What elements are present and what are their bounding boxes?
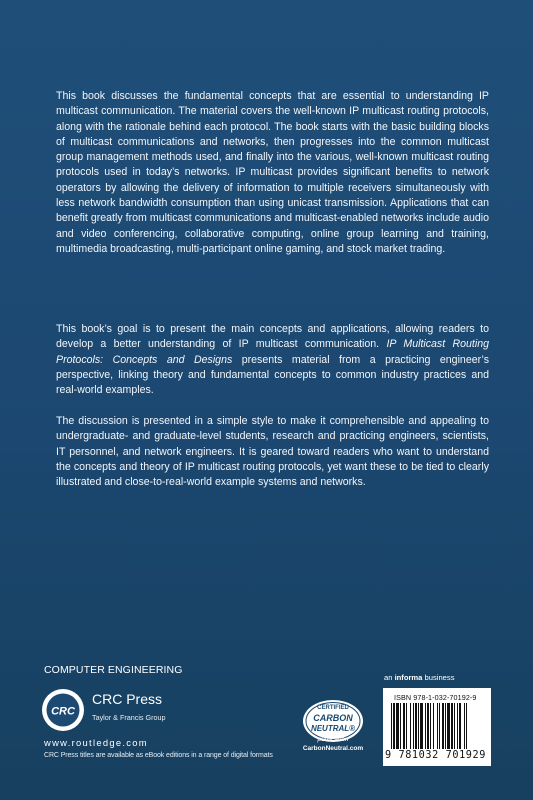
barcode-bar bbox=[427, 703, 429, 749]
publisher-name: CRC Press bbox=[92, 691, 163, 707]
barcode-bar bbox=[459, 703, 461, 749]
ebook-note: CRC Press titles are available as eBook editions in a range of digital formats bbox=[44, 752, 273, 759]
barcode-bars-icon bbox=[389, 703, 485, 749]
barcode-bar bbox=[466, 703, 467, 749]
informa-suffix: business bbox=[422, 673, 455, 682]
crc-logo-icon bbox=[41, 688, 85, 732]
barcode-bar bbox=[464, 703, 465, 749]
crc-logo-text: CRC bbox=[51, 705, 75, 718]
isbn-barcode bbox=[383, 688, 491, 766]
barcode-bar bbox=[410, 703, 411, 749]
subject-category: COMPUTER ENGINEERING bbox=[44, 664, 183, 676]
carbon-main-text-2: NEUTRAL® bbox=[310, 724, 356, 733]
barcode-bar bbox=[433, 703, 434, 749]
paragraph-2-intro: This book’s goal is to present the main concepts and applications, allowing readers to develop a better understanding of IP multicast communication. bbox=[56, 323, 489, 351]
informa-prefix: an bbox=[384, 673, 395, 682]
publisher-url[interactable]: www.routledge.com bbox=[44, 737, 148, 748]
paragraph-2-rest: presents material from a practicing engineer’s perspective, linking theory and fundamental concepts to common industry practices and real-world examples. bbox=[56, 353, 489, 397]
barcode-bar bbox=[447, 703, 450, 749]
carbon-certified-text: CERTIFIED bbox=[317, 705, 349, 711]
carbon-site-label: CarbonNeutral.com bbox=[302, 745, 364, 752]
barcode-bar bbox=[400, 703, 401, 749]
barcode-bar bbox=[454, 703, 455, 749]
barcode-bar bbox=[391, 703, 392, 749]
barcode-bar bbox=[418, 703, 419, 749]
description-paragraph-1: This book discusses the fundamental concepts that are essential to understanding IP multicast communication. The material covers the well-known IP multicast routing protocols, along with the rationale behind each protocol. The book starts with the basic building blocks of multicast communications and networks, then progresses into the common multicast group management methods used, and finally into the various, well-known multicast routing protocols used in today’s networks. IP multicast provides significant benefits to network operators by allowing the delivery of information to multiple receivers simultaneously with less network bandwidth consumption than using unicast transmission. Applications that can benefit greatly from multicast communications and multicast-enabled networks include audio and video conferencing, collaborative computing, online group learning and training, multimedia broadcasting, multi-participant online gaming, and stock market trading. bbox=[56, 90, 489, 255]
barcode-bar bbox=[406, 703, 407, 749]
barcode-bar bbox=[396, 703, 399, 749]
barcode-bar bbox=[425, 703, 426, 749]
barcode-bar bbox=[437, 703, 438, 749]
barcode-bar bbox=[403, 703, 405, 749]
barcode-bar bbox=[420, 703, 423, 749]
informa-tagline bbox=[384, 673, 455, 682]
publisher-group: Taylor & Francis Group bbox=[92, 713, 166, 722]
barcode-bar bbox=[413, 703, 414, 749]
book-title-italic: IP Multicast Routing Protocols: Concepts and Designs bbox=[56, 338, 490, 366]
description-paragraph-2 bbox=[56, 322, 489, 398]
barcode-bar bbox=[451, 703, 453, 749]
informa-brand: informa bbox=[394, 673, 423, 682]
barcode-bar bbox=[415, 703, 417, 749]
carbon-publication-label: publication bbox=[317, 736, 349, 743]
barcode-bar bbox=[439, 703, 440, 749]
isbn-label: ISBN 978-1-032-70192-9 bbox=[394, 693, 477, 702]
barcode-digits: 9 781032 701929 bbox=[385, 750, 487, 761]
carbon-main-text-1: CARBON bbox=[313, 713, 353, 723]
barcode-bar bbox=[442, 703, 444, 749]
barcode-bar bbox=[457, 703, 458, 749]
description-paragraph-3: The discussion is presented in a simple style to make it comprehensible and appealing to undergraduate- and graduate-level students, research and practicing engineers, scientists, IT personnel, and network engineers. It is geared toward readers who want to understand the concepts and theory of IP multicast routing protocols, yet want these to be tied to clearly illustrated and close-to-real-world example systems and networks. bbox=[56, 415, 489, 489]
barcode-bar bbox=[393, 703, 395, 749]
barcode-bar bbox=[445, 703, 446, 749]
barcode-bar bbox=[430, 703, 431, 749]
